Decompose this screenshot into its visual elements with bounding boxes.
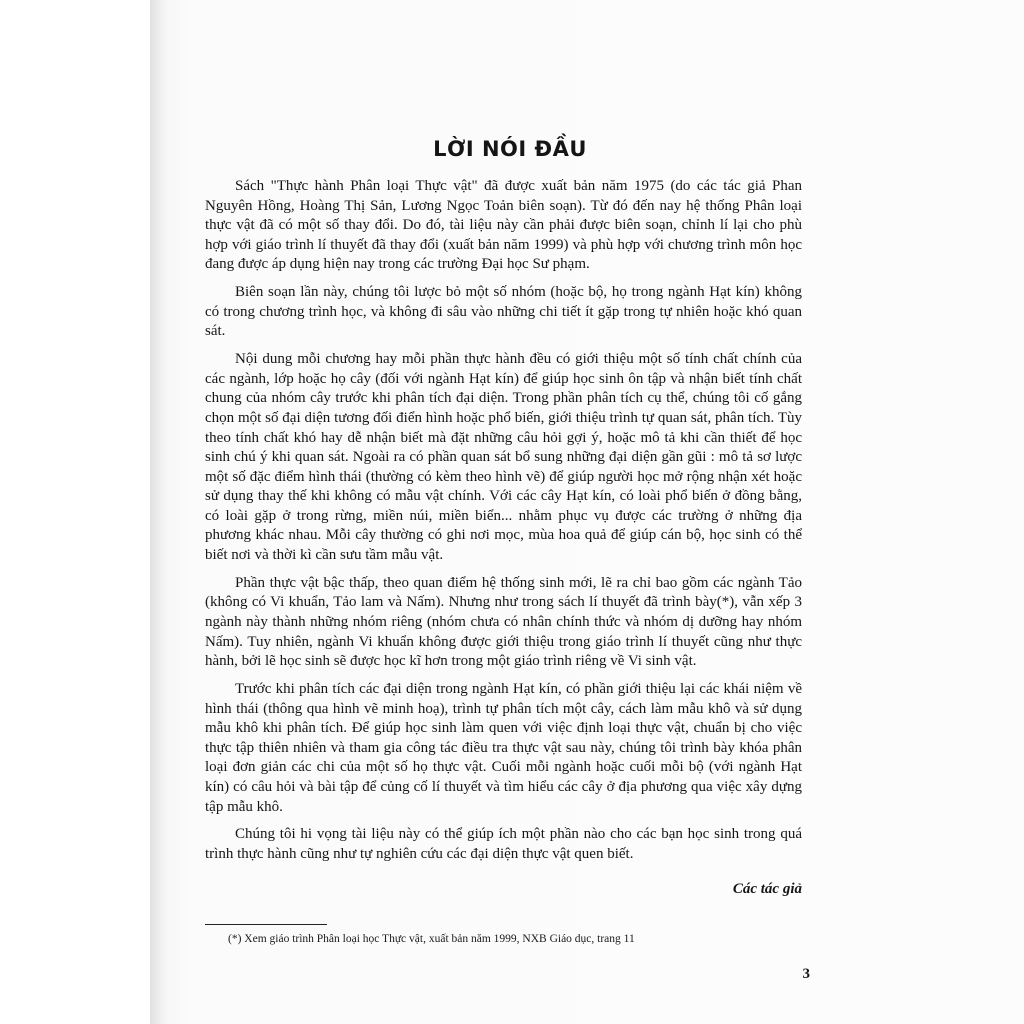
paragraph: Nội dung mỗi chương hay mỗi phần thực hành đều có giới thiệu một số tính chất chính của các ngành, lớp hoặc họ cây (đối với ngành Hạt kín) để giúp học sinh ôn tập và nhận biết tính chất chung của nhóm cây trước khi phân tích đại diện. Trong phần phân tích cụ thể, chúng tôi cố gắng chọn một số đại diện tương đối điển hình hoặc phổ biến, giới thiệu trình tự quan sát, phân tích. Tùy theo tính chất khó hay dễ nhận biết mà đặt những câu hỏi gợi ý, hoặc mô tả khi cần thiết để học sinh chú ý khi quan sát. Ngoài ra có phần quan sát bổ sung những đại diện gần gũi : mô tả sơ lược một số đặc điểm hình thái (thường có kèm theo hình vẽ) để giúp người học mở rộng nhận xét hoặc sử dụng thay thế khi không có mẫu vật chính. Với các cây Hạt kín, có loài phổ biến ở đồng bằng, có loài gặp ở trong rừng, miền núi, miền biển... nhằm phục vụ được các trường ở những địa phương khác nhau. Mỗi cây thường có ghi nơi mọc, mùa hoa quả để giúp cán bộ, học sinh có thể biết nơi và thời kì cần sưu tầm mẫu vật. — [205, 351, 802, 564]
paragraph: Sách "Thực hành Phân loại Thực vật" đã được xuất bản năm 1975 (do các tác giả Phan Nguyên Hồng, Hoàng Thị Sản, Lương Ngọc Toản biên soạn). Từ đó đến nay hệ thống Phân loại thực vật đã có một số thay đổi. Do đó, tài liệu này cần phải được biên soạn, chỉnh lí lại cho phù hợp với giáo trình lí thuyết đã thay đổi (xuất bản năm 1999) và phù hợp với chương trình môn học đang được áp dụng hiện nay trong các trường Đại học Sư phạm. — [205, 178, 802, 273]
page-number: 3 — [802, 966, 810, 982]
footnote-divider — [205, 924, 327, 925]
footnote: (*) Xem giáo trình Phân loại học Thực vật, xuất bản năm 1999, NXB Giáo dục, trang 11 — [228, 933, 635, 945]
author-signature: Các tác giả — [732, 881, 802, 897]
paragraph: Phần thực vật bậc thấp, theo quan điểm hệ thống sinh mới, lẽ ra chỉ bao gồm các ngành Tảo (không có Vi khuẩn, Tảo lam và Nấm). Nhưng như trong sách lí thuyết đã trình bày(*), vẫn xếp 3 ngành này thành những nhóm riêng (nhóm chưa có nhân chính thức và nhóm dị dưỡng hay nhóm Nấm). Tuy nhiên, ngành Vi khuẩn không được giới thiệu trong giáo trình lí thuyết cũng như thực hành, bởi lẽ học sinh sẽ được học kĩ hơn trong một giáo trình riêng về Vi sinh vật. — [205, 574, 802, 670]
binding-gutter-shadow — [150, 0, 168, 1024]
body-text — [205, 177, 802, 873]
paragraph: Biên soạn lần này, chúng tôi lược bỏ một số nhóm (hoặc bộ, họ trong ngành Hạt kín) không có trong chương trình học, và không đi sâu vào những chi tiết ít gặp trong tự nhiên hoặc khó quan sát. — [205, 284, 802, 340]
paragraph: Chúng tôi hi vọng tài liệu này có thể giúp ích một phần nào cho các bạn học sinh trong quá trình thực hành cũng như tự nghiên cứu các đại diện thực vật quen biết. — [205, 826, 802, 862]
paragraph: Trước khi phân tích các đại diện trong ngành Hạt kín, có phần giới thiệu lại các khái niệm về hình thái (thông qua hình vẽ minh hoạ), trình tự phân tích một cây, cách làm mẫu khô và sử dụng mẫu khô khi phân tích. Để giúp học sinh làm quen với việc định loại thực vật, chuẩn bị cho việc thực tập thiên nhiên và tham gia công tác điều tra thực vật sau này, chúng tôi trình bày khóa phân loại đơn giản các chi của một số họ thực vật. Cuối mỗi ngành hoặc cuối mỗi bộ (với ngành Hạt kín) có câu hỏi và bài tập để củng cố lí thuyết và tìm hiểu các cây ở địa phương qua việc xây dựng tập mẫu khô. — [205, 681, 802, 815]
page-title: LỜI NÓI ĐẦU — [433, 137, 587, 161]
